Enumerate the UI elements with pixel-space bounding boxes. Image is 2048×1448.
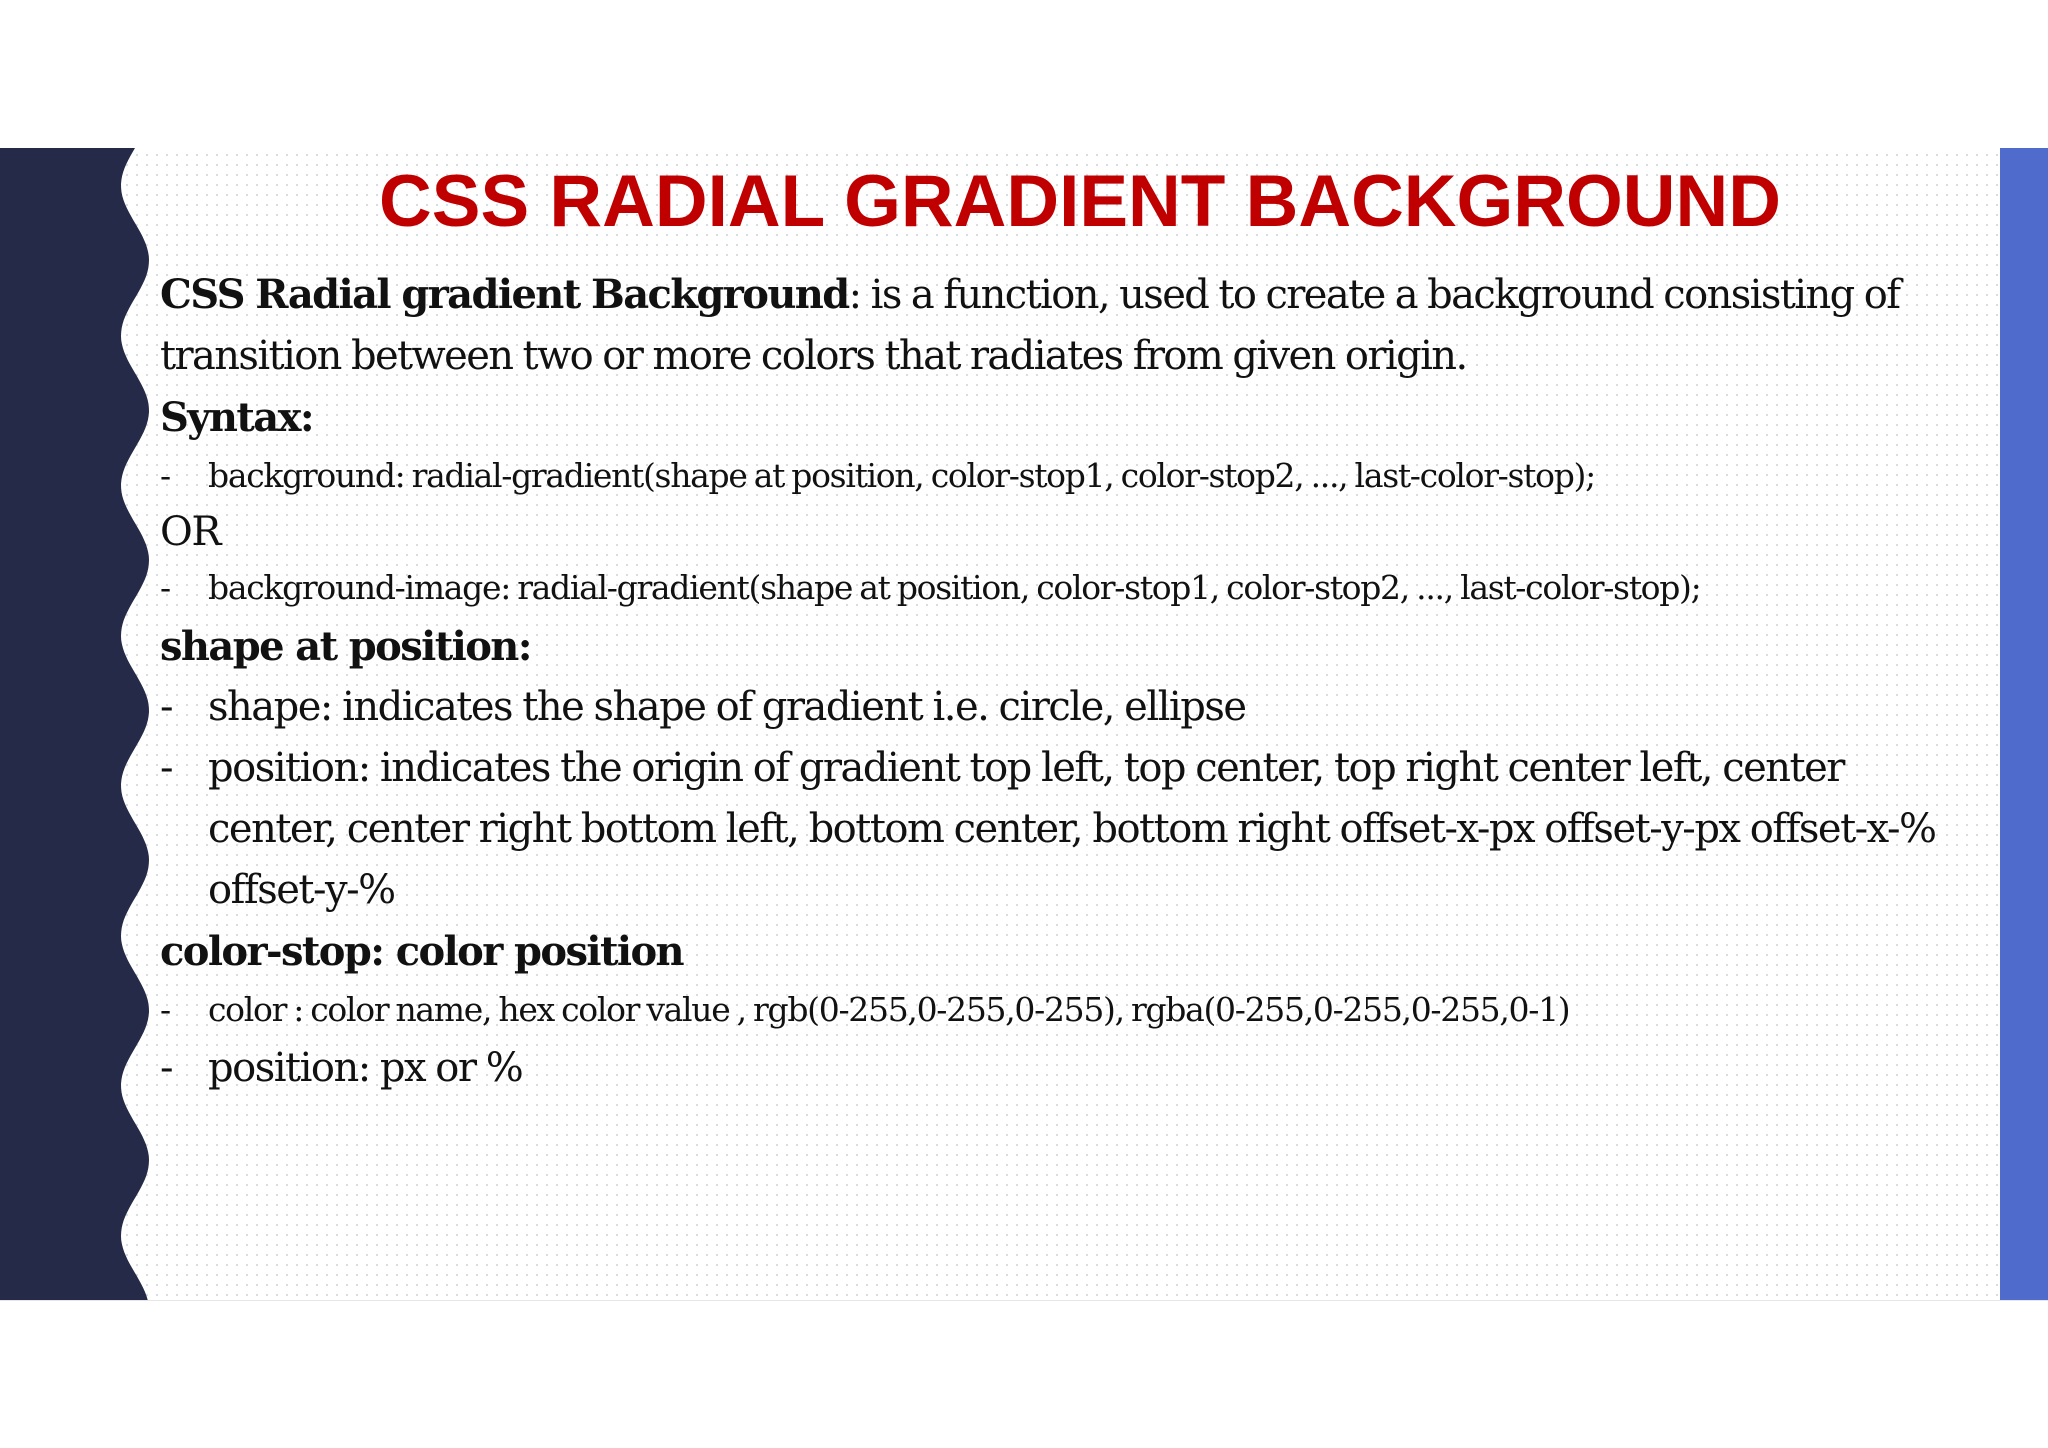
shape-heading: shape at position: bbox=[160, 623, 531, 670]
color-item bbox=[160, 982, 1990, 1038]
bullet-dash: - bbox=[160, 568, 170, 607]
slide-title: CSS RADIAL GRADIENT BACKGROUND bbox=[379, 161, 1781, 242]
or-label: OR bbox=[160, 509, 221, 555]
syntax-item bbox=[160, 560, 1990, 616]
bullet-dash: - bbox=[160, 684, 173, 730]
color-position-item-text: position: px or % bbox=[208, 1045, 523, 1091]
left-wave-band bbox=[0, 148, 160, 1300]
intro-definition: : is a function, used to create a background consisting of transition between two or more colors that radiates from given origin. bbox=[160, 272, 1900, 379]
syntax-item-text: background: radial-gradient(shape at position, color-stop1, color-stop2, ..., last-color-stop); bbox=[208, 456, 1595, 495]
shape-item-text: shape: indicates the shape of gradient i.e. circle, ellipse bbox=[208, 684, 1246, 730]
left-wave-shape bbox=[0, 148, 149, 1300]
bullet-dash: - bbox=[160, 1045, 173, 1091]
color-position-item bbox=[160, 1038, 1990, 1099]
intro-term: CSS Radial gradient Background bbox=[160, 271, 849, 318]
syntax-item bbox=[160, 448, 1990, 504]
right-accent-band bbox=[2000, 148, 2048, 1300]
syntax-item-text: background-image: radial-gradient(shape at position, color-stop1, color-stop2, ..., last-color-stop); bbox=[208, 568, 1701, 607]
syntax-heading: Syntax: bbox=[160, 394, 314, 441]
bullet-dash: - bbox=[160, 456, 170, 495]
position-item-text: position: indicates the origin of gradient top left, top center, top right center left, center center, center right bottom left, bottom center, bottom right offset-x-px offset-y-px offset-x-% offset-y-% bbox=[208, 745, 1936, 913]
color-stop-heading: color-stop: color position bbox=[160, 928, 684, 975]
bullet-dash: - bbox=[160, 990, 170, 1029]
intro-paragraph bbox=[160, 264, 1990, 387]
slide-content bbox=[160, 264, 1990, 1099]
slide bbox=[0, 148, 2048, 1301]
shape-item bbox=[160, 677, 1990, 738]
bullet-dash: - bbox=[160, 745, 173, 791]
position-item bbox=[160, 738, 1990, 921]
color-item-text: color : color name, hex color value , rgb(0-255,0-255,0-255), rgba(0-255,0-255,0-255,0-1) bbox=[208, 990, 1570, 1029]
